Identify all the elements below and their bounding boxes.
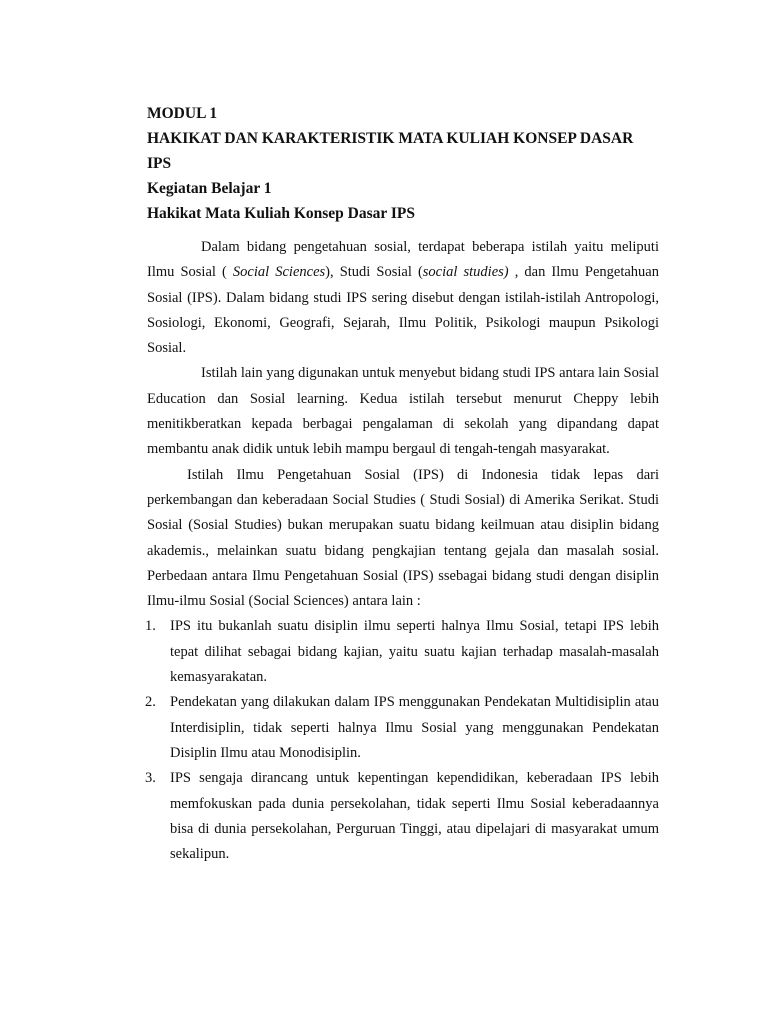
paragraph-other-terms: Istilah lain yang digunakan untuk menyebut bidang studi IPS antara lain Sosial Education dan Sosial learning. Kedua istilah tersebut menurut Cheppy lebih menitikberatkan kepada berbagai pengalaman di sekolah yang dipandang dapat membantu anak didik untuk lebih mampu bergaul di tengah-tengah masyarakat.	[147, 365, 659, 458]
list-item-number: 3.	[145, 770, 156, 787]
list-item-text: Pendekatan yang dilakukan dalam IPS menggunakan Pendekatan Multidisiplin atau Interdisiplin, tidak seperti halnya Ilmu Sosial yang menggunakan Pendekatan Disiplin Ilmu atau Monodisiplin.	[170, 694, 659, 761]
module-title: HAKIKAT DAN KARAKTERISTIK MATA KULIAH KONSEP DASAR IPS	[147, 130, 634, 172]
list-item-text: IPS sengaja dirancang untuk kepentingan kependidikan, keberadaan IPS lebih memfokuskan pada dunia persekolahan, tidak seperti Ilmu Sosial keberadaannya bisa di dunia persekolahan, Perguruan Tinggi, atau dipelajari di masyarakat umum sekalipun.	[170, 770, 659, 863]
activity-heading: Kegiatan Belajar 1	[147, 180, 272, 197]
paragraph1-text-a: Dalam bidang pengetahuan sosial, terdapat beberapa istilah yaitu meliputi Ilmu Sosial (	[147, 239, 659, 281]
list-item-number: 2.	[145, 694, 156, 711]
list-item	[147, 614, 659, 690]
paragraph1-text-b: ), Studi Sosial (	[325, 264, 423, 281]
list-item	[147, 766, 659, 867]
heading-block	[147, 101, 659, 226]
list-item-number: 1.	[145, 618, 156, 635]
paragraph1-text-c: , dan Ilmu Pengetahuan Sosial (IPS). Dalam bidang studi IPS sering disebut dengan istilah-istilah Antropologi, Sosiologi, Ekonomi, Geografi, Sejarah, Ilmu Politik, Psikologi maupun Psikologi Sosial.	[147, 264, 659, 357]
activity-title: Hakikat Mata Kuliah Konsep Dasar IPS	[147, 205, 415, 222]
module-heading: MODUL 1	[147, 105, 218, 122]
paragraph-social-terms	[147, 235, 659, 361]
differences-list	[147, 614, 659, 867]
term-social-sciences: Social Sciences	[232, 264, 326, 281]
list-item-text: IPS itu bukanlah suatu disiplin ilmu seperti halnya Ilmu Sosial, tetapi IPS lebih tepat dilihat sebagai bidang kajian, yaitu suatu kajian terhadap masalah-masalah kemasyarakatan.	[170, 618, 659, 686]
list-item	[147, 690, 659, 766]
term-social-studies: social studies)	[422, 264, 509, 281]
paragraph-ips-indonesia: Istilah Ilmu Pengetahuan Sosial (IPS) di Indonesia tidak lepas dari perkembangan dan keberadaan Social Studies ( Studi Sosial) di Amerika Serikat. Studi Sosial (Sosial Studies) bukan merupakan suatu bidang keilmuan atau disiplin bidang akademis., melainkan suatu bidang pengkajian tentang gejala dan masalah sosial. Perbedaan antara Ilmu Pengetahuan Sosial (IPS) ssebagai bidang studi dengan disiplin Ilmu-ilmu Sosial (Social Sciences) antara lain :	[147, 466, 659, 610]
